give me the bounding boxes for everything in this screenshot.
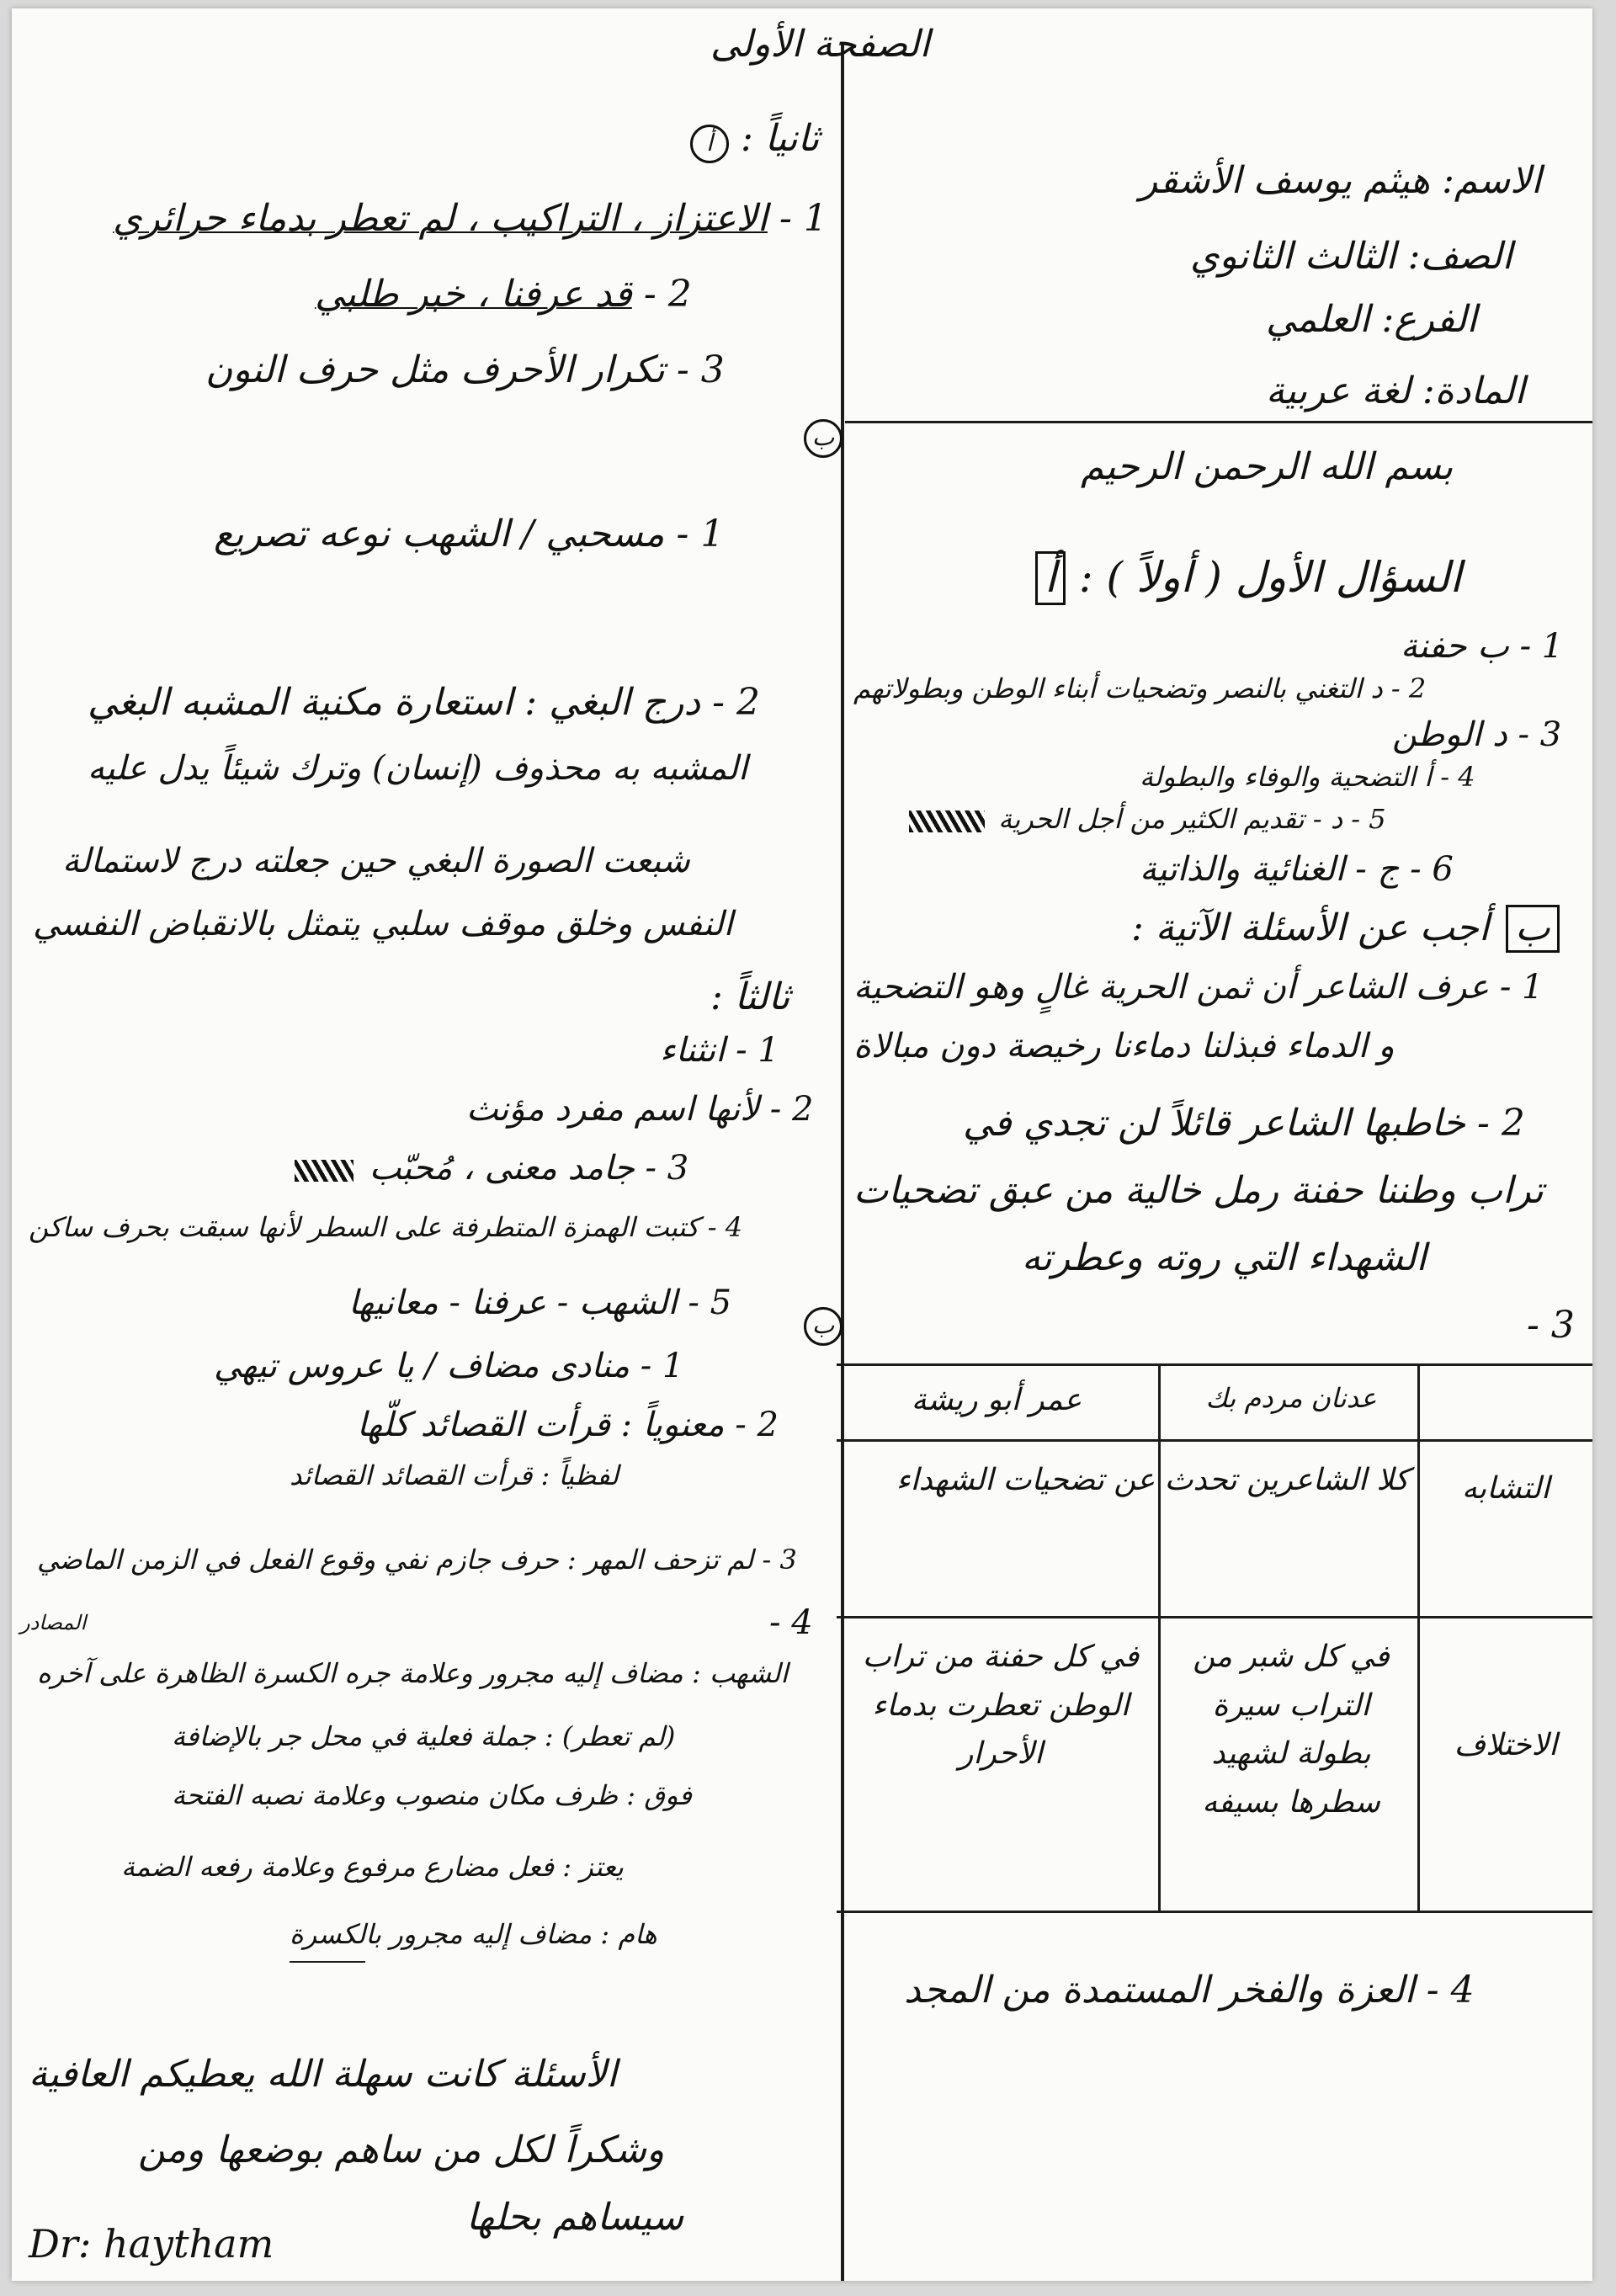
thanian-circle-letter: أ [690, 125, 729, 163]
signature: Dr: haytham [29, 2221, 274, 2267]
student-subject: المادة: لغة عربية [1266, 369, 1525, 412]
student-branch: الفرع: العلمي [1266, 298, 1477, 341]
closing-line-1: الأسئلة كانت سهلة الله يعطيكم العافية [29, 2053, 618, 2096]
difference-adnan: في كل شبر من التراب سيرة بطولة لشهيد سطرها بسيفه [1193, 1640, 1390, 1820]
b-answer-line-3: 2 - خاطبها الشاعر قائلاً لن تجدي في [963, 1102, 1525, 1145]
left-c-item-2: 2 - لأنها اسم مفرد مؤنث [466, 1090, 814, 1129]
similarity-text: كلا الشاعرين تحدث عن تضحيات الشهداء [896, 1463, 1409, 1497]
crossed-out-scribble [909, 811, 985, 832]
b-title-text: أجب عن الأسئلة الآتية : [1131, 906, 1490, 949]
thalithan-title: ثالثاً : [710, 975, 790, 1018]
left-b-circle [799, 412, 843, 458]
student-name: الاسم: هيثم يوسف الأشقر [1140, 159, 1542, 202]
row-label-similarity: التشابه [1461, 1471, 1550, 1506]
q1-title [1030, 551, 1461, 605]
comparison-table [837, 1363, 1592, 2146]
closing-line-2: وشكراً لكل من ساهم بوضعها ومن [138, 2129, 665, 2171]
left-e-item-5: هام : مضاف إليه مجرور بالكسرة [290, 1918, 657, 1950]
exam-answer-sheet [12, 8, 1592, 2281]
crossed-out-scribble [295, 1160, 354, 1182]
thanian-title-text: ثانياً : [741, 117, 820, 160]
thanian-title [685, 118, 819, 163]
left-a-item-3 [205, 349, 725, 392]
left-b2-line-2: المشبه به محذوف (إنسان) وترك شيئاً يدل عليه [88, 749, 748, 788]
b-answer-line-5: الشهداء التي روته وعطرته [1022, 1236, 1427, 1279]
left-e-item-2: (لم تعطر) : جملة فعلية في محل جر بالإضافة [172, 1720, 676, 1752]
left-e-item-4: يعتز : فعل مضارع مرفوع وعلامة رفعه الضمة [121, 1851, 624, 1883]
b-answer-line-4: تراب وطننا حفنة رمل خالية من عبق تضحيات [853, 1169, 1544, 1212]
left-a3-text: تكرار الأحرف مثل حرف النون [205, 348, 665, 391]
left-a2-num: 2 - [643, 273, 692, 316]
b-box-letter: ب [1506, 905, 1559, 953]
left-c-item-5: 5 - الشهب - عرفنا - معانيها [348, 1284, 732, 1322]
left-c3-text: 3 - جامد معنى ، مُحبّب [369, 1149, 689, 1188]
closing-line-3: سيساهم بحلها [466, 2196, 684, 2239]
left-e-item-3: فوق : ظرف مكان منصوب وعلامة نصبه الفتحة [172, 1779, 692, 1811]
student-class: الصف: الثالث الثانوي [1190, 235, 1512, 278]
left-c-item-3 [290, 1149, 688, 1188]
left-d-item-2: 2 - معنوياً : قرأت القصائد كلّها [357, 1406, 779, 1444]
side-note: المصادر [20, 1611, 87, 1634]
left-a1-text: الاعتزاز ، التراكيب ، لم تعطر بدماء حرائري [113, 197, 768, 240]
left-e-item-1: الشهب : مضاف إليه مجرور وعلامة جره الكسرة الظاهرة على آخره [37, 1657, 789, 1689]
left-d-item-1: 1 - منادى مضاف / يا عروس تيهي [214, 1347, 684, 1385]
answer-a3: 3 - د الوطن [1392, 715, 1562, 754]
left-d4-label: 4 - [769, 1603, 813, 1642]
answer-a2: 2 - د التغني بالنصر وتضحيات أبناء الوطن وبطولاتهم [853, 672, 1427, 704]
left-d-item-2b: لفظياً : قرأت القصائد القصائد [290, 1459, 619, 1491]
answer-a5-text: 5 - د - تقديم الكثير من أجل الحرية [998, 803, 1386, 835]
b3-label: 3 - [1527, 1304, 1575, 1347]
page-label: الصفحة الأولى [710, 23, 930, 66]
left-b2-line-3: شبعت الصورة البغي حين جعلته درج لاستمالة [62, 842, 690, 880]
left-a2-text: قد عرفنا ، خبر طلبي [315, 273, 632, 316]
left-a-item-2 [315, 274, 692, 316]
basmala: بسم الله الرحمن الرحيم [1081, 445, 1454, 488]
header-divider [845, 421, 1592, 423]
answer-a6: 6 - ج - الغنائية والذاتية [1140, 850, 1454, 889]
header-omar: عمر أبو ريشة [911, 1383, 1082, 1417]
answer-a5 [904, 804, 1386, 835]
left-b2-line-4: النفس وخلق موقف سلبي يتمثل بالانقباض النفسي [33, 905, 733, 943]
left-d-circle-letter: ب [804, 1307, 843, 1346]
left-a-item-1 [113, 198, 827, 241]
left-c-item-4: 4 - كتبت الهمزة المتطرفة على السطر لأنها سبقت بحرف ساكن [29, 1211, 743, 1243]
underline-stroke [290, 1961, 365, 1963]
header-adnan: عدنان مردم بك [1205, 1382, 1377, 1414]
answer-a4: 4 - أ التضحية والوفاء والبطولة [1140, 761, 1475, 793]
left-d-circle [799, 1300, 843, 1346]
left-c-item-1: 1 - انثناء [660, 1031, 779, 1070]
b-section-title [1131, 905, 1560, 953]
q1-title-text: السؤال الأول ( أولاً ) : [1078, 553, 1462, 602]
left-a1-num: 1 - [779, 197, 827, 240]
left-b1: 1 - مسحبي / الشهب نوعه تصريع [214, 513, 725, 555]
row-label-difference: الاختلاف [1454, 1728, 1558, 1762]
b4-answer: 4 - العزة والفخر المستمدة من المجد [904, 1969, 1475, 2012]
left-d-item-3: 3 - لم تزحف المهر : حرف جازم نفي وقوع الفعل في الزمن الماضي [37, 1544, 797, 1576]
b-answer-line-1: 1 - عرف الشاعر أن ثمن الحرية غالٍ وهو التضحية [853, 968, 1544, 1007]
left-b2-line-1: 2 - درج البغي : استعارة مكنية المشبه البغي [88, 681, 760, 724]
answer-a1: 1 - ب حفنة [1401, 627, 1564, 666]
left-a3-num: 3 - [676, 348, 725, 391]
q1-box-letter: أ [1035, 551, 1066, 605]
b-answer-line-2: و الدماء فبذلنا دماءنا رخيصة دون مبالاة [853, 1027, 1395, 1066]
left-b-circle-letter: ب [804, 419, 843, 458]
difference-omar: في كل حفنة من تراب الوطن تعطرت بدماء الأحرار [862, 1640, 1140, 1772]
